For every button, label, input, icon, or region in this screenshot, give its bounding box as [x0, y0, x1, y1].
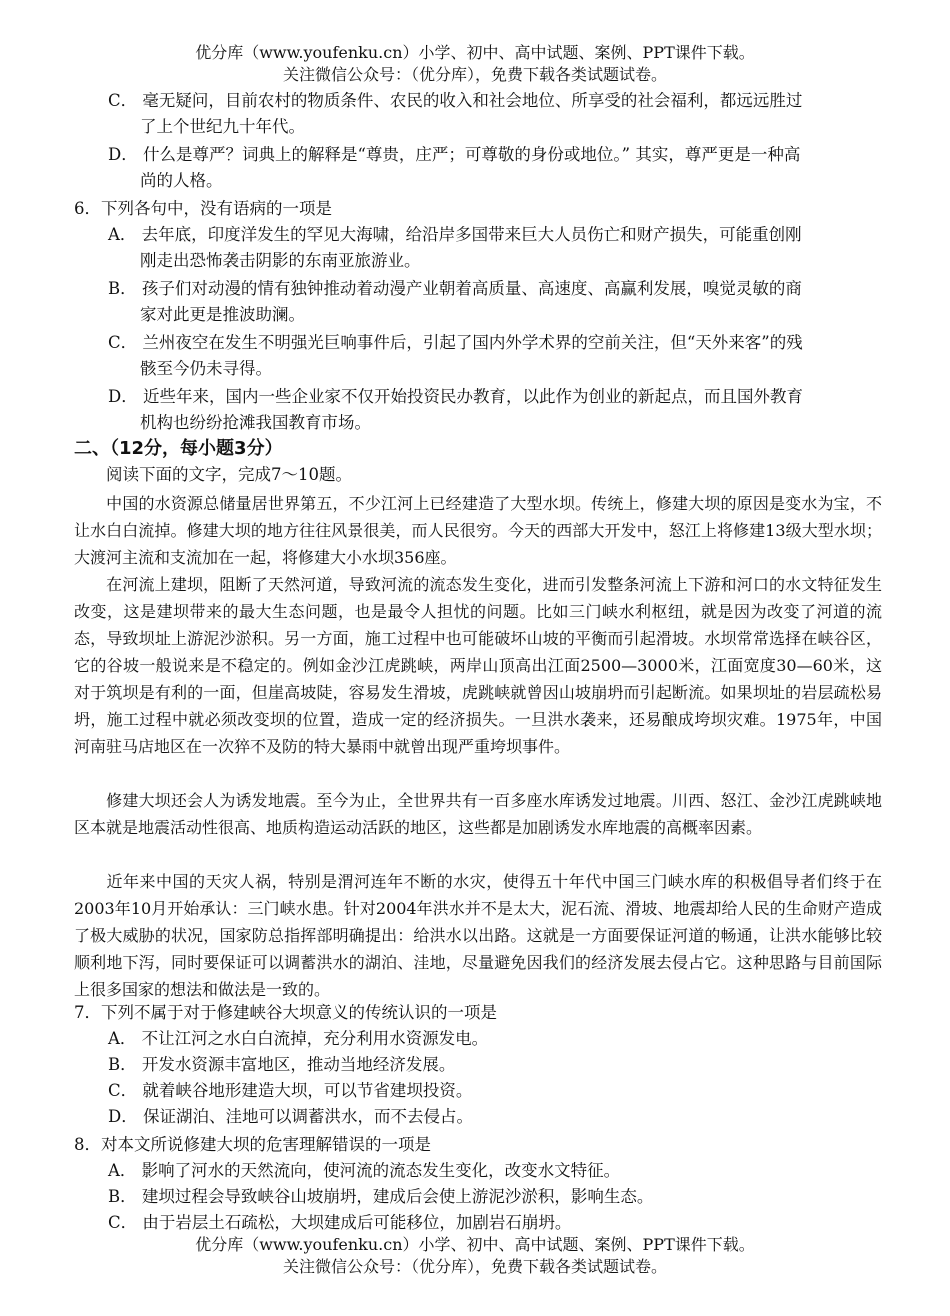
q6-option-a-line1: A． 去年底，印度洋发生的罕见大海啸，给沿岸多国带来巨大人员伤亡和财产损失，可能重创刚 [108, 225, 802, 244]
passage-paragraph-1: 中国的水资源总储量居世界第五，不少江河上已经建造了大型水坝。传统上，修建大坝的原因是变水为宝，不让水白白流掉。修建大坝的地方往往风景很美，而人民很穷。今天的西部大开发中，怒江上将修建13级大型水坝；大渡河主流和支流加在一起，将修建大小水坝356座。 [74, 494, 882, 567]
section-2-instruction: 阅读下面的文字，完成7～10题。 [106, 465, 352, 484]
q5-option-c-line2: 了上个世纪九十年代。 [140, 117, 305, 136]
section-2-title: 二、（12分，每小题3分） [74, 438, 283, 459]
q6-option-d-line1: D． 近些年来，国内一些企业家不仅开始投资民办教育，以此作为创业的新起点，而且国外教育 [108, 387, 803, 406]
footer-line-1: 优分库（www.youfenku.cn）小学、初中、高中试题、案例、PPT课件下载。 [195, 1235, 755, 1254]
q5-option-c-line1: C． 毫无疑问，目前农村的物质条件、农民的收入和社会地位、所享受的社会福利，都远远胜过 [108, 91, 803, 110]
q6-option-c-line1: C． 兰州夜空在发生不明强光巨响事件后，引起了国内外学术界的空前关注，但“天外来客”的残 [108, 333, 803, 352]
passage-paragraph-2: 在河流上建坝，阻断了天然河道，导致河流的流态发生变化，进而引发整条河流上下游和河口的水文特征发生改变，这是建坝带来的最大生态问题，也是最令人担忧的问题。比如三门峡水利枢纽，就是因为改变了河道的流态，导致坝址上游泥沙淤积。另一方面，施工过程中也可能破坏山坡的平衡而引起滑坡。水坝常常选择在峡谷区，它的谷坡一般说来是不稳定的。例如金沙江虎跳峡，两岸山顶高出江面2500—3000米，江面宽度30—60米，这对于筑坝是有利的一面，但崖高坡陡，容易发生滑坡，虎跳峡就曾因山坡崩坍而引起断流。如果坝址的岩层疏松易坍，施工过程中就必须改变坝的位置，造成一定的经济损失。一旦洪水袭来，还易酿成垮坝灾难。1975年，中国河南驻马店地区在一次猝不及防的特大暴雨中就曾出现严重垮坝事件。 [74, 575, 882, 756]
q8-option-c: C． 由于岩层土石疏松，大坝建成后可能移位，加剧岩石崩坍。 [108, 1213, 572, 1232]
q6-stem: 6．下列各句中，没有语病的一项是 [74, 199, 332, 218]
q7-option-d: D． 保证湖泊、洼地可以调蓄洪水，而不去侵占。 [108, 1107, 473, 1126]
q8-option-a: A． 影响了河水的天然流向，使河流的流态发生变化，改变水文特征。 [108, 1161, 621, 1180]
q7-option-b: B． 开发水资源丰富地区，推动当地经济发展。 [108, 1055, 456, 1074]
q8-stem: 8．对本文所说修建大坝的危害理解错误的一项是 [74, 1135, 431, 1154]
passage-paragraph-4: 近年来中国的天灾人祸，特别是渭河连年不断的水灾，使得五十年代中国三门峡水库的积极倡导者们终于在2003年10月开始承认：三门峡水患。针对2004年洪水并不是太大，泥石流、滑坡、地震却给人民的生命财产造成了极大威胁的状况，国家防总指挥部明确提出：给洪水以出路。这就是一方面要保证河道的畅通，让洪水能够比较顺利地下泻，同时要保证可以调蓄洪水的湖泊、洼地，尽量避免因我们的经济发展去侵占它。这种思路与目前国际上很多国家的想法和做法是一致的。 [74, 872, 882, 999]
q6-option-c-line2: 骸至今仍未寻得。 [140, 359, 272, 378]
q6-option-b-line2: 家对此更是推波助澜。 [140, 305, 305, 324]
page-footer [0, 1234, 950, 1278]
q5-option-d-line2: 尚的人格。 [140, 171, 223, 190]
header-line-2: 关注微信公众号：（优分库），免费下载各类试题试卷。 [282, 65, 667, 84]
q7-option-c: C． 就着峡谷地形建造大坝，可以节省建坝投资。 [108, 1081, 473, 1100]
q6-option-b-line1: B． 孩子们对动漫的情有独钟推动着动漫产业朝着高质量、高速度、高赢利发展，嗅觉灵敏的商 [108, 279, 802, 298]
page-header [0, 42, 950, 86]
q7-stem: 7．下列不属于对于修建峡谷大坝意义的传统认识的一项是 [74, 1003, 497, 1022]
q6-option-a-line2: 刚走出恐怖袭击阴影的东南亚旅游业。 [140, 251, 421, 270]
passage-paragraph-3: 修建大坝还会人为诱发地震。至今为止，全世界共有一百多座水库诱发过地震。川西、怒江、金沙江虎跳峡地区本就是地震活动性很高、地质构造运动活跃的地区，这些都是加剧诱发水库地震的高概率因素。 [74, 791, 882, 837]
footer-line-2: 关注微信公众号：（优分库），免费下载各类试题试卷。 [282, 1257, 667, 1276]
q5-option-d-line1: D． 什么是尊严？词典上的解释是“尊贵，庄严；可尊敬的身份或地位。” 其实，尊严更是一种高 [108, 145, 801, 164]
header-line-1: 优分库（www.youfenku.cn）小学、初中、高中试题、案例、PPT课件下载。 [195, 43, 755, 62]
q8-option-b: B． 建坝过程会导致峡谷山坡崩坍，建成后会使上游泥沙淤积，影响生态。 [108, 1187, 654, 1206]
q7-option-a: A． 不让江河之水白白流掉，充分利用水资源发电。 [108, 1029, 489, 1048]
q6-option-d-line2: 机构也纷纷抢滩我国教育市场。 [140, 413, 371, 432]
